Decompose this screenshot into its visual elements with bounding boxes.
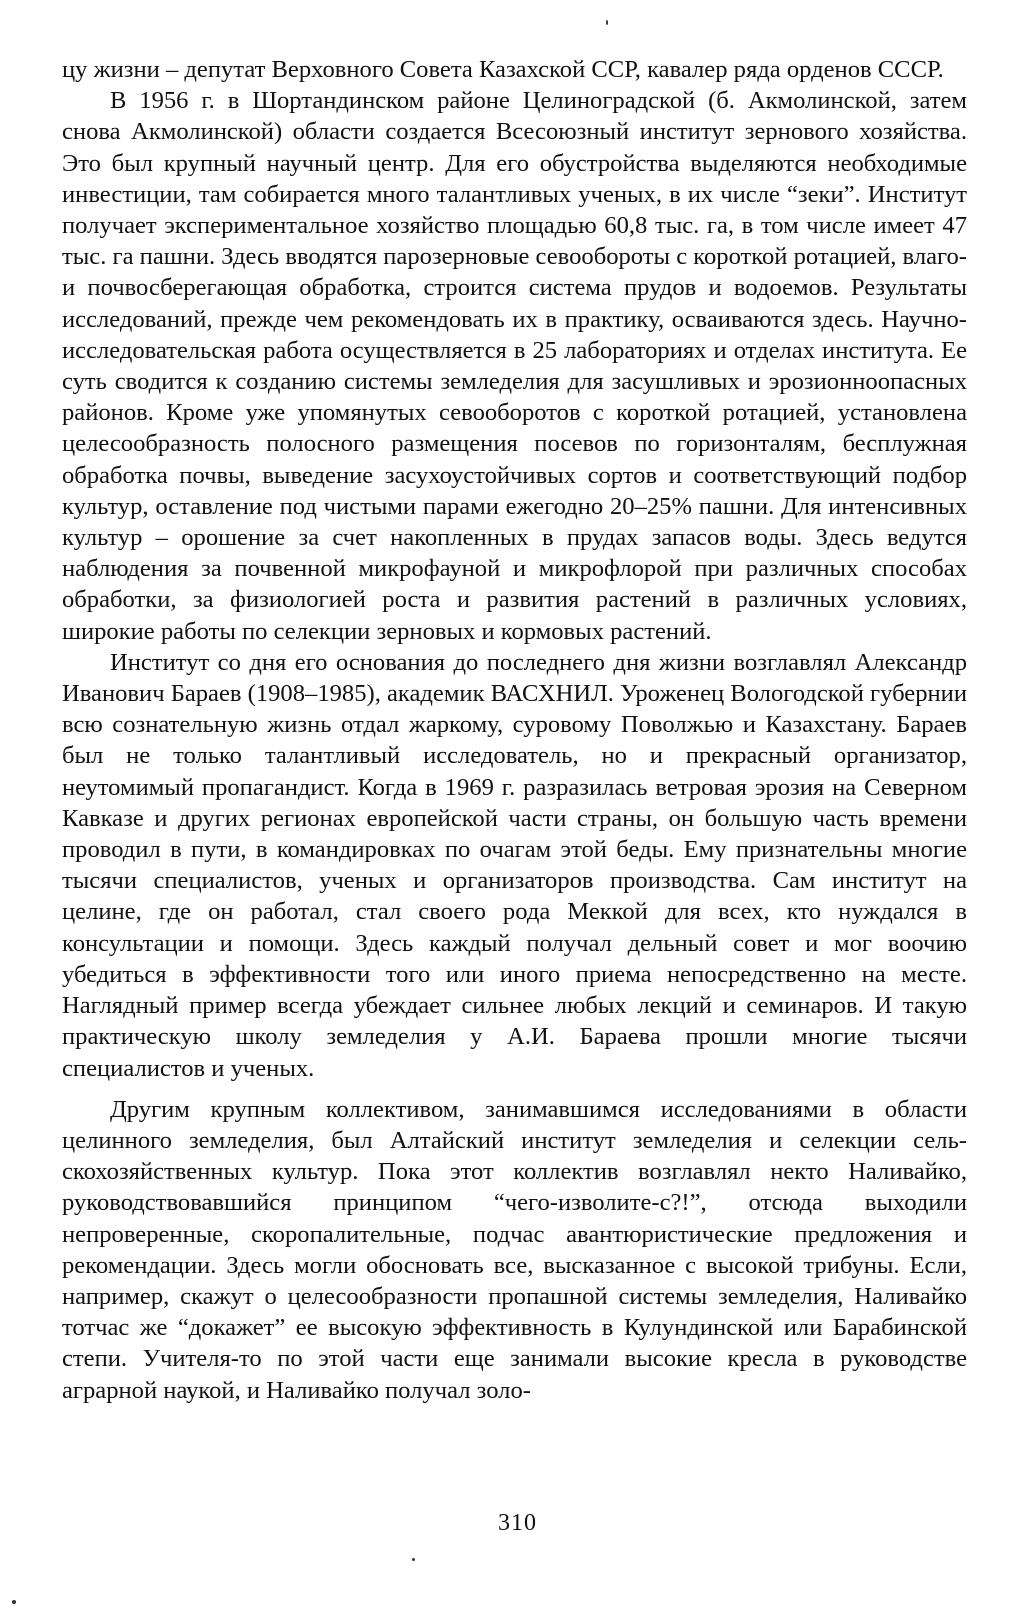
- paragraph-baraev: Институт со дня его основания до последнего дня жизни возглавлял Александр Иванович Бараев (1908–1985), академик ВАСХНИЛ. Уроженец Вологодской губернии всю сознательную жизнь отдал жаркому, суровому Поволжью и Казахстану. Бараев был не только талантливый исследователь, но и прекрасный организатор, неутомимый пропагандист. Когда в 1969 г. разразилась ветровая эрозия на Северном Кавказе и других регионах европейской части страны, он большую часть времени проводил в пути, в командировках по очагам этой беды. Ему признательны многие тысячи специалистов, ученых и организаторов производства. Сам институт на целине, где он работал, стал своего рода Меккой для всех, кто нуждался в консультации и помощи. Здесь каждый получал дельный совет и мог воочию убедиться в эффективности того или иного приема непосредственно на месте. Наглядный пример всегда убеждает сильнее любых лекций и семинаров. И такую практическую школу земледелия у А.И. Бараева прошли многие тысячи специалистов и ученых.: [62, 648, 967, 1082]
- page-number: 310: [498, 1510, 537, 1536]
- paragraph-continuation: цу жизни – депутат Верховного Совета Казахской ССР, кавалер ряда орденов СССР.: [62, 56, 944, 83]
- page-body: [62, 54, 967, 1406]
- scan-speck-bottom: [412, 1558, 415, 1561]
- paragraph-altai-institute: Другим крупным коллективом, занимавшимся исследованиями в области целинного земледелия, был Алтайский институт земледелия и селекции сельскохозяйственных культур. Пока этот коллектив возглавлял некто Наливайко, руководствовавшийся принципом “чего-изволите-с?!”, отсюда выходили непроверенные, скоропалительные, подчас авантюристические предложения и рекомендации. Здесь могли обосновать все, высказанное с высокой трибуны. Если, например, скажут о целесообразности пропашной системы земледелия, Наливайко тотчас же “докажет” ее высокую эффективность в Кулундинской или Барабинской степи. Учителя-то по этой части еще занимали высокие кресла в руководстве аграрной наукой, и Наливайко получал золо-: [62, 1095, 967, 1404]
- scan-speck-corner: [12, 1600, 16, 1604]
- paragraph-grain-institute: В 1956 г. в Шортандинском районе Целиноградской (б. Акмолинской, затем снова Акмолинской) области создается Всесоюзный институт зернового хозяйства. Это был крупный научный центр. Для его обустройства выделяются необходимые инвестиции, там собирается много талантливых ученых, в их числе “зеки”. Институт получает экспериментальное хозяйство площадью 60,8 тыс. га, в том числе имеет 47 тыс. га пашни. Здесь вводятся парозерновые севообороты с короткой ротацией, влаго- и почвосберегающая обработка, строится система прудов и водоемов. Результаты исследований, прежде чем рекомендовать их в практику, осваиваются здесь. Научно-исследовательская работа осуществляется в 25 лабораториях и отделах института. Ее суть сводится к созданию системы земледелия для засушливых и эрозионноопасных районов. Кроме уже упомянутых севооборотов с короткой ротацией, установлена целесообразность полосного размещения посевов по горизонталям, бесплужная обработка почвы, выведение засухоустойчивых сортов и соответствующий подбор культур, оставление под чистыми парами ежегодно 20–25% пашни. Для интенсивных культур – орошение за счет накопленных в прудах запасов воды. Здесь ведутся наблюдения за почвенной микрофауной и микрофлорой при различных способах обработки, за физиологией роста и развития растений в различных условиях, широкие работы по селекции зерновых и кормовых растений.: [62, 87, 967, 645]
- scan-speck-top: [606, 20, 608, 25]
